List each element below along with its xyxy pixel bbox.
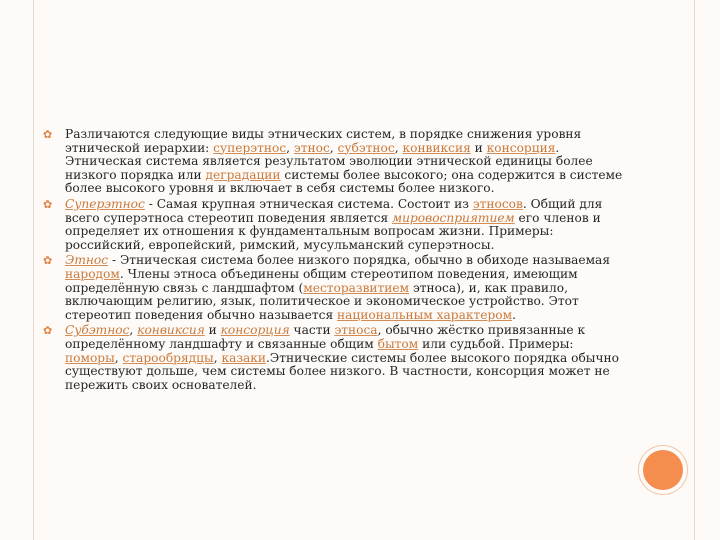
link-konsortsiya-term[interactable]: консорция [220, 323, 290, 338]
link-ethnos-term[interactable]: Этнос [65, 253, 109, 268]
link-superethnos[interactable]: суперэтнос [213, 140, 287, 155]
item-3-text-4: . [512, 307, 516, 322]
link-ethnos[interactable]: этнос [293, 140, 330, 155]
link-superethnos-term[interactable]: Суперэтнос [65, 196, 145, 211]
item-3-text-2: . Члены этноса объединены общим стереотипом поведения, имеющим определённую связь с ландшафтом ( [65, 266, 578, 295]
link-bytom[interactable]: бытом [377, 336, 419, 351]
list-item [44, 254, 624, 322]
link-subethnos-term[interactable]: Субэтнос [65, 323, 130, 338]
left-divider-line [33, 0, 34, 540]
link-degradatsii[interactable]: деградации [205, 167, 281, 182]
item-1-text-2: . Этническая система является результатом эволюции этнической единицы более низкого порядка или [65, 140, 593, 182]
list-item [44, 198, 624, 252]
item-1-sep-2: , [329, 140, 338, 155]
list-item [44, 128, 624, 196]
item-1-sep-3: , [394, 140, 403, 155]
link-pomory[interactable]: поморы [65, 350, 115, 365]
bullet-list [44, 128, 624, 392]
link-mirovospriyatiem[interactable]: мировосприятием [392, 210, 515, 225]
flower-bullet-icon: ✿ [43, 197, 53, 211]
list-item [44, 324, 624, 392]
link-mestorazvitiem[interactable]: месторазвитием [303, 280, 410, 295]
item-4-sep-1: , [129, 323, 138, 338]
link-ethnosov[interactable]: этносов [472, 196, 523, 211]
item-1-text-1: Различаются следующие виды этнических систем, в порядке снижения уровня этнической иерархии: [65, 127, 582, 155]
flower-bullet-icon: ✿ [43, 254, 53, 268]
link-kazaki[interactable]: казаки [221, 350, 267, 365]
item-3-text-3: этноса), и, как правило, включающим религию, язык, политическое и экономическое устройство. Этот стереотип поведения обычно называется [65, 280, 579, 322]
item-4-text-3: или судьбой. Примеры: [418, 336, 574, 351]
link-konsortsiya[interactable]: консорция [486, 140, 556, 155]
flower-bullet-icon: ✿ [43, 128, 53, 141]
item-1-text-3: системы более высокого; она содержится в системе более высокого уровня и включает в себя системы более низкого. [65, 167, 623, 196]
link-konviksiya[interactable]: конвиксия [402, 140, 471, 155]
item-4-text-1: части [289, 323, 335, 338]
item-4-sep-3: , [114, 350, 123, 365]
link-narodom[interactable]: народом [65, 266, 120, 281]
item-1-sep-1: , [286, 140, 294, 155]
item-2-text-1: - Самая крупная этническая система. Состоит из [144, 196, 473, 211]
flower-bullet-icon: ✿ [43, 324, 53, 338]
link-subethnos[interactable]: субэтнос [337, 140, 395, 155]
item-3-text-1: - Этническая система более низкого порядка, обычно в обиходе называемая [108, 253, 611, 268]
item-1-sep-4: и [470, 140, 487, 155]
item-4-text-4: .Этнические системы более высокого порядка обычно существуют дольше, чем системы более низкого. В частности, консорция может не пережить своих основателей. [65, 350, 620, 392]
link-ethnosa[interactable]: этноса [334, 323, 378, 338]
item-2-text-3: его членов и определяет их отношения к фундаментальным вопросам жизни. Примеры: российский, европейский, римский, мусульманский суперэтносы. [65, 210, 601, 252]
item-4-sep-4: , [213, 350, 222, 365]
item-4-sep-2: и [204, 323, 221, 338]
right-divider-line [694, 0, 695, 540]
decorative-circle [643, 450, 683, 490]
link-natsionalnym-harakterom[interactable]: национальным характером [337, 307, 513, 322]
item-4-text-2: , обычно жёстко привязанные к определённому ландшафту и связанные общим [65, 323, 586, 351]
link-staroobryadtsy[interactable]: старообрядцы [122, 350, 214, 365]
link-konviksiya-term[interactable]: конвиксия [137, 323, 205, 338]
item-2-text-2: . Общий для всего суперэтноса стереотип поведения является [65, 196, 603, 225]
